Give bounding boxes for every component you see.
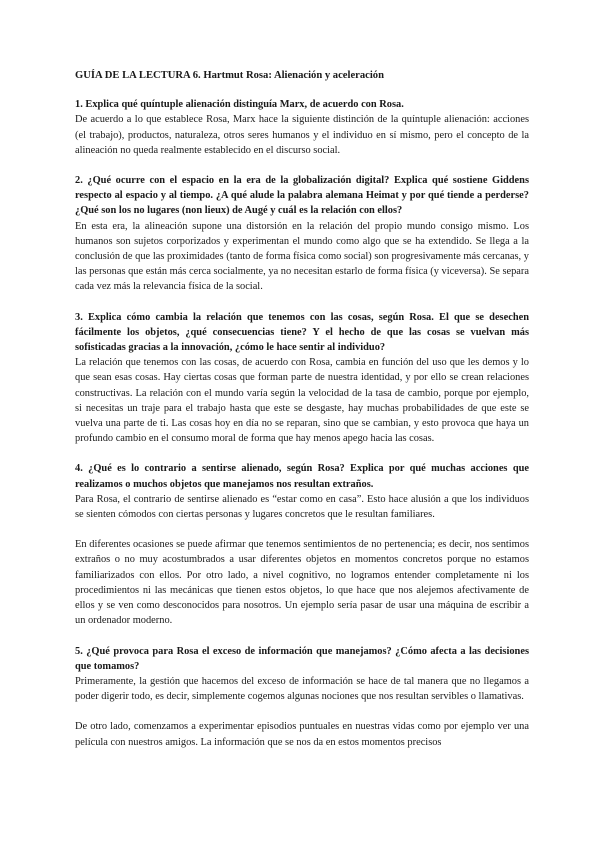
question-5: 5. ¿Qué provoca para Rosa el exceso de información que manejamos? ¿Cómo afecta a las decisiones que tomamos? (75, 645, 529, 672)
question-1: 1. Explica qué quíntuple alienación distinguía Marx, de acuerdo con Rosa. (75, 99, 404, 111)
question-4: 4. ¿Qué es lo contrario a sentirse alienado, según Rosa? Explica por qué muchas acciones que realizamos o muchos objetos que manejamos nos resultan extraños. (75, 463, 529, 490)
answer-4-paragraph-2: En diferentes ocasiones se puede afirmar que tenemos sentimientos de no pertenencia; es decir, nos sentimos extraños o no muy acostumbrados a usar diferentes objetos en momentos concretos porque no estamos familiarizados con ellos. Por otro lado, a nivel cognitivo, no logramos entender completamente ni los procedimientos ni las mecánicas que tienen estos objetos, lo que hace que nos alejemos afectivamente de ellos y se ven como desconocidos para nosotros. Un ejemplo sería pasar de usar una máquina de escribir a un ordenador moderno. (75, 539, 529, 627)
section-2 (75, 173, 529, 295)
paragraph-gap (75, 522, 529, 537)
question-2: 2. ¿Qué ocurre con el espacio en la era de la globalización digital? Explica qué sostiene Giddens respecto al espacio y al tiempo. ¿A qué alude la palabra alemana Heimat y por qué tiende a perderse? ¿Qué son los no lugares (non lieux) de Augé y cuál es la relación con ellos? (75, 175, 529, 217)
document-title: GUÍA DE LA LECTURA 6. Hartmut Rosa: Alienación y aceleración (75, 70, 384, 81)
section-1 (75, 97, 529, 158)
section-5 (75, 644, 529, 750)
answer-2-paragraph-1: En esta era, la alineación supone una distorsión en la relación del propio mundo consigo mismo. Los humanos son sujetos corporizados y experimentan el mundo como algo que se ha extendido. Se llega a la conclusión de que las proximidades (tanto de forma física como social) son progresivamente más cercanas, y las personas que están más cerca socialmente, ya no necesitan estarlo de forma física (y viceversa). Se separa cada vez más la relevancia física de la social. (75, 220, 529, 293)
question-3: 3. Explica cómo cambia la relación que tenemos con las cosas, según Rosa. El que se desechen fácilmente los objetos, ¿qué consecuencias tiene? Y el hecho de que las cosas se vuelvan más sofisticadas gracias a la innovación, ¿cómo le hace sentir al individuo? (75, 311, 529, 354)
section-3 (75, 310, 529, 447)
document-page (75, 68, 529, 765)
paragraph-gap (75, 704, 529, 719)
answer-3-paragraph-1: La relación que tenemos con las cosas, de acuerdo con Rosa, cambia en función del uso que les demos y lo que sean esas cosas. Hay ciertas cosas que forman parte de nuestra identidad, y por ello se crean relaciones constructivas. La relación con el mundo varía según la velocidad de la tasa de cambio, porque por ejemplo, si necesitas un traje para el trabajo hasta que este se desgaste, hay muchas probabilidades de que este se vuelva una parte de ti. Las cosas hoy en día no se reparan, sino que se cambian, y esto provoca que haya un profundo cambio en el consumo moral de forma que hay menos apego hacia las cosas. (75, 357, 529, 445)
answer-5-paragraph-1: Primeramente, la gestión que hacemos del exceso de información se hace de tal manera que no llegamos a poder digerir todo, es decir, simplemente cogemos algunas nociones que nos resultan servibles o llamativas. (75, 675, 529, 703)
answer-5-paragraph-2: De otro lado, comenzamos a experimentar episodios puntuales en nuestras vidas como por ejemplo ver una película con nuestros amigos. La información que se nos da en estos momentos precisos (75, 721, 529, 748)
answer-1-paragraph-1: De acuerdo a lo que establece Rosa, Marx hace la siguiente distinción de la quíntuple alienación: acciones (el trabajo), productos, naturaleza, otros seres humanos y el individuo en sí mismo, pero el concepto de la alineación no queda realmente establecido en el discurso social. (75, 114, 529, 156)
answer-4-paragraph-1: Para Rosa, el contrario de sentirse alienado es “estar como en casa”. Esto hace alusión a que los individuos se sienten cómodos con ciertas personas y lugares concretos que le resultan familiares. (75, 493, 529, 521)
section-4 (75, 461, 529, 628)
